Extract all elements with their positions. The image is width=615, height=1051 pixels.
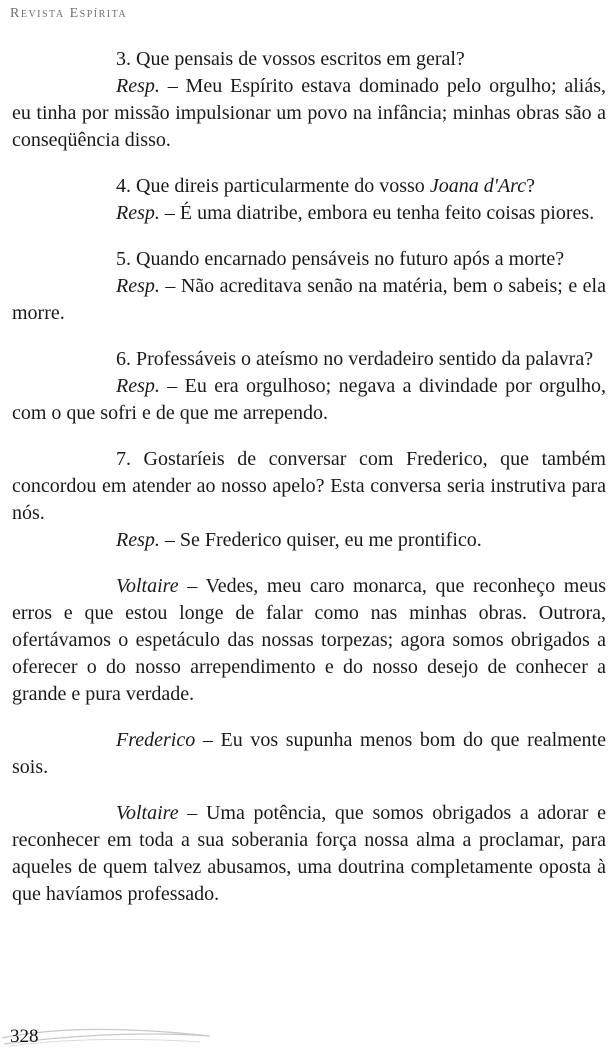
frederico-speech [12,727,606,781]
answer-6 [12,373,606,427]
page-number: 328 [10,1026,39,1047]
book-title: Joana d'Arc [429,175,527,197]
question-7: 7. Gostaríeis de conversar com Frederico, que também concordou em atender ao nosso apelo? Esta conversa seria instrutiva para nós. [12,448,606,524]
answer-3 [12,73,606,154]
running-header: Revista Espírita [10,6,128,21]
voltaire-speech-1 [12,573,606,708]
answer-label: Resp. [116,202,160,224]
answer-text: – Meu Espírito estava dominado pelo orgulho; aliás, eu tinha por missão impulsionar um povo na infância; minhas obras são a conseqüência disso. [12,75,606,151]
answer-label: Resp. [116,375,160,397]
answer-text: – É uma diatribe, embora eu tenha feito coisas piores. [159,202,595,224]
voltaire-speech-2 [12,800,606,908]
speaker-label: Frederico [116,729,196,751]
answer-text: – Eu era orgulhoso; negava a divindade por orgulho, com o que sofri e de que me arrependo. [12,375,606,424]
question-4 [12,173,606,200]
page-body [12,46,606,908]
answer-label: Resp. [116,275,160,297]
speech-text: – Uma potência, que somos obrigados a adorar e reconhecer em toda a sua soberania força nossa alma a proclamar, para aqueles de quem talvez abusamos, uma doutrina completamente oposta à que havíamos professado. [12,802,606,905]
question-3: 3. Que pensais de vossos escritos em geral? [116,48,465,70]
answer-text: – Não acreditava senão na matéria, bem o sabeis; e ela morre. [12,275,606,324]
speaker-label: Voltaire [116,575,179,597]
answer-label: Resp. [116,529,160,551]
speaker-label: Voltaire [116,802,179,824]
answer-label: Resp. [116,75,160,97]
speech-text: – Eu vos supunha menos bom do que realmente sois. [12,729,606,778]
question-5: 5. Quando encarnado pensáveis no futuro após a morte? [116,248,565,270]
question-text: 4. Que direis particularmente do vosso [116,175,430,197]
speech-text: – Vedes, meu caro monarca, que reconheço meus erros e que estou longe de falar como nas minhas obras. Outrora, ofertávamos o espetáculo das nossas torpezas; agora somos obrigados a oferecer o do nosso arrependimento e do nosso desejo de conhecer a grande e pura verdade. [12,575,606,705]
question-6: 6. Professáveis o ateísmo no verdadeiro sentido da palavra? [116,348,594,370]
answer-4 [12,200,606,227]
answer-7 [12,527,606,554]
answer-5 [12,273,606,327]
answer-text: – Se Frederico quiser, eu me prontifico. [159,529,482,551]
question-mark: ? [526,175,535,197]
